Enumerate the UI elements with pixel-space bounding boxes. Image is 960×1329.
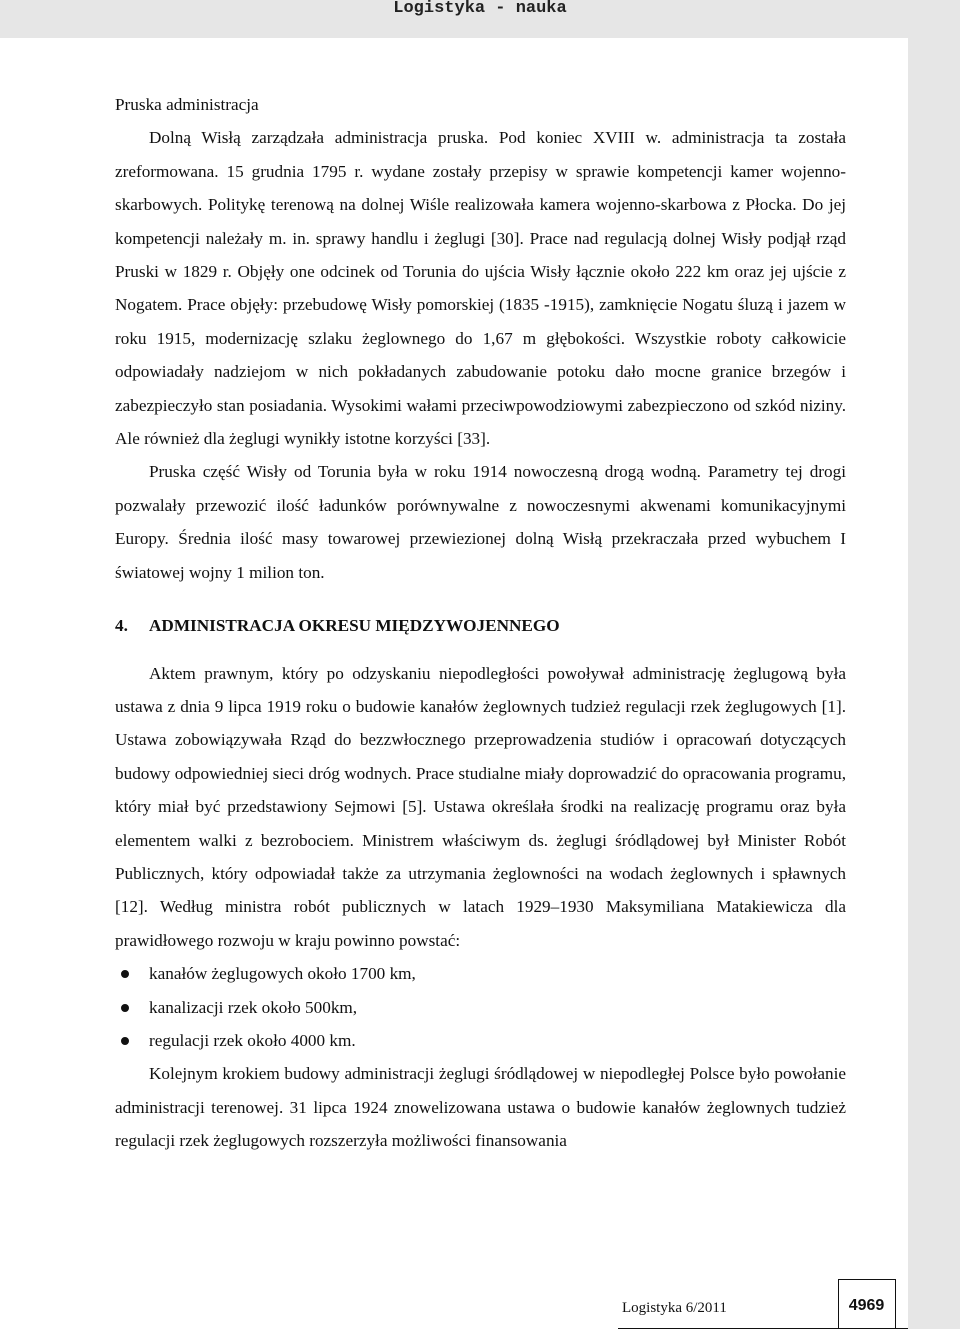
paragraph-4: Kolejnym krokiem budowy administracji żeglugi śródlądowej w niepodległej Polsce było powołanie administracji terenowej. 31 lipca 1924 znowelizowana ustawa o budowie kanałów żeglownych tudzież regulacji rzek żeglugowych rozszerzyła możliwości finansowania	[115, 1064, 846, 1151]
document-page	[0, 38, 908, 1329]
bullet-list	[115, 957, 846, 1057]
list-item-text: kanałów żeglugowych około 1700 km,	[149, 964, 416, 984]
list-item	[115, 1024, 846, 1057]
section-heading	[115, 609, 846, 642]
paragraph-1: Dolną Wisłą zarządzała administracja pruska. Pod koniec XVIII w. administracja ta została zreformowana. 15 grudnia 1795 r. wydane zostały przepisy w sprawie kompetencji kamer wojenno-skarbowych. Politykę terenową na dolnej Wiśle realizowała kamera wojenno-skarbowa z Płocka. Do jej kompetencji należały m. in. sprawy handlu i żeglugi [30]. Prace nad regulacją dolnej Wisły podjął rząd Pruski w 1829 r. Objęły one odcinek od Torunia do ujścia Wisły łącznie około 222 km oraz jej ujście z Nogatem. Prace objęły: przebudowę Wisły pomorskiej (1835 -1915), zamknięcie Nogatu śluzą i jazem w roku 1915, modernizację szlaku żeglownego do 1,67 m głębokości. Wszystkie roboty całkowicie odpowiadały nadziejom w nich pokładanych zabudowanie potoku dało mocne granice brzegów i zabezpieczyło stan posiadania. Wysokimi wałami przeciwpowodziowymi zabezpieczono od szkód niziny. Ale również dla żeglugi wynikły istotne korzyści [33].	[115, 128, 846, 449]
running-header-title: Logistyka - nauka	[393, 0, 567, 18]
section-heading-text: ADMINISTRACJA OKRESU MIĘDZYWOJENNEGO	[149, 616, 560, 636]
bullet-icon	[121, 1037, 129, 1045]
list-item-text: kanalizacji rzek około 500km,	[149, 997, 358, 1017]
section-label: Pruska administracja	[115, 95, 259, 114]
page-content	[115, 88, 846, 1158]
list-item	[115, 991, 846, 1024]
paragraph-2: Pruska część Wisły od Torunia była w roku 1914 nowoczesną drogą wodną. Parametry tej drogi pozwalały przewozić ilość ładunków porównywalne z nowoczesnymi akwenami komunikacyjnymi Europy. Średnia ilość masy towarowej przewiezionej dolną Wisłą przekraczała przed wybuchem I światowej wojny 1 milion ton.	[115, 462, 846, 582]
footer-journal-name: Logistyka 6/2011	[622, 1300, 727, 1316]
paragraph-3: Aktem prawnym, który po odzyskaniu niepodległości powoływał administrację żeglugową była ustawa z dnia 9 lipca 1919 roku o budowie kanałów żeglownych tudzież regulacji rzek żeglugowych [1]. Ustawa zobowiązywała Rząd do bezzwłocznego przeprowadzenia studiów i opracowań dotyczących budowy odpowiedniej sieci dróg wodnych. Prace studialne miały doprowadzić do opracowania programu, który miał być przedstawiony Sejmowi [5]. Ustawa określała środki na realizację programu oraz była elementem walki z bezrobociem. Ministrem właściwym ds. żeglugi śródlądowej był Minister Robót Publicznych, który odpowiadał także za utrzymania żeglowności na wodach żeglownych i spławnych [12]. Według ministra robót publicznych w latach 1929–1930 Maksymiliana Matakiewicza dla prawidłowego rozwoju w kraju powinno powstać:	[115, 663, 846, 950]
page-number: 4969	[848, 1297, 885, 1314]
bullet-icon	[121, 970, 129, 978]
bullet-icon	[121, 1004, 129, 1012]
list-item-text: regulacji rzek około 4000 km.	[149, 1030, 356, 1050]
section-heading-number: 4.	[115, 616, 128, 636]
list-item	[115, 957, 846, 990]
